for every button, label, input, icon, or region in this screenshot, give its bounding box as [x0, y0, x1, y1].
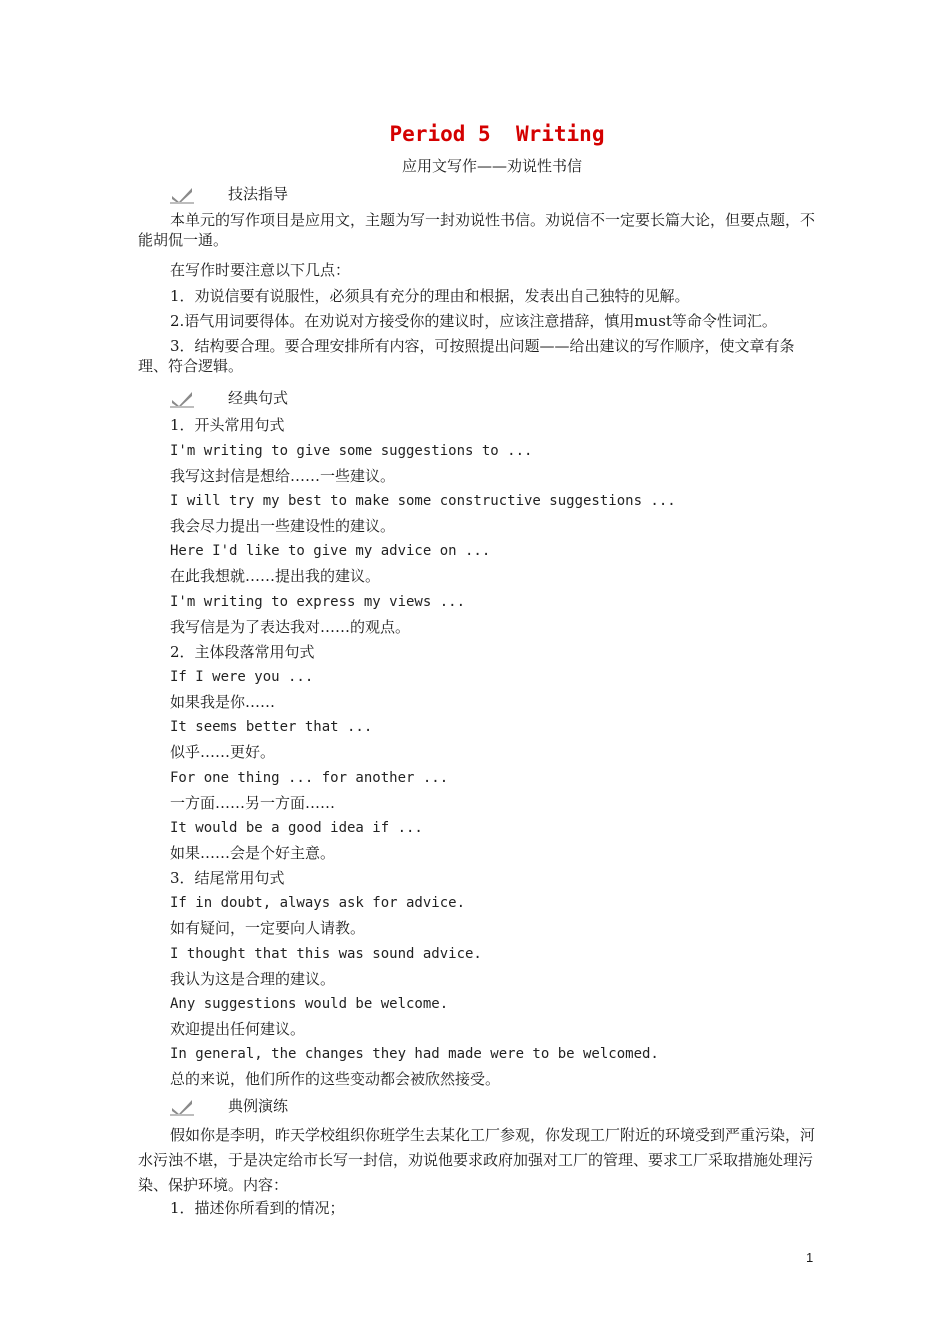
- section-heading-label: 技法指导: [228, 185, 289, 203]
- sentence-zh: 似乎……更好。: [170, 743, 276, 761]
- checkmark-icon: [170, 389, 194, 409]
- section-heading-label: 经典句式: [228, 389, 289, 407]
- subheading-body: 2．主体段落常用句式: [170, 643, 315, 661]
- sentence-zh: 我认为这是合理的建议。: [170, 970, 336, 988]
- sentence-zh: 欢迎提出任何建议。: [170, 1020, 306, 1038]
- sentence-en: It seems better that ...: [170, 719, 373, 735]
- list-item: 2.语气用词要得体。在劝说对方接受你的建议时，应该注意措辞，慎用must等命令性词汇。: [170, 312, 777, 330]
- sentence-en: In general, the changes they had made were to be welcomed.: [170, 1046, 659, 1062]
- sentence-en: If in doubt, always ask for advice.: [170, 895, 466, 911]
- sentence-zh: 我会尽力提出一些建设性的建议。: [170, 517, 396, 535]
- checkmark-icon: [170, 185, 194, 205]
- section-heading-tips: [170, 182, 288, 206]
- list-item: 1．劝说信要有说服性，必须具有充分的理由和根据，发表出自己独特的见解。: [170, 287, 690, 305]
- sentence-zh: 如果……会是个好主意。: [170, 844, 336, 862]
- subheading-ending: 3．结尾常用句式: [170, 869, 285, 887]
- sentence-en: Here I'd like to give my advice on ...: [170, 543, 491, 559]
- sentence-en: I'm writing to give some suggestions to ...: [170, 443, 533, 459]
- sentence-zh: 我写这封信是想给……一些建议。: [170, 467, 396, 485]
- checkmark-icon: [170, 1097, 194, 1117]
- sentence-en: It would be a good idea if ...: [170, 820, 423, 836]
- sentence-zh: 如果我是你……: [170, 693, 276, 711]
- sentence-en: If I were you ...: [170, 669, 314, 685]
- sentence-en: I will try my best to make some constructive suggestions ...: [170, 493, 676, 509]
- sentence-en: I'm writing to express my views ...: [170, 594, 466, 610]
- sentence-en: I thought that this was sound advice.: [170, 946, 482, 962]
- paragraph: 假如你是李明，昨天学校组织你班学生去某化工厂参观，你发现工厂附近的环境受到严重污染，河水污浊不堪，于是决定给市长写一封信，劝说他要求政府加强对工厂的管理、要求工厂采取措施处理污染、保护环境。内容：: [138, 1126, 816, 1194]
- page-number: 1: [806, 1250, 814, 1265]
- sentence-zh: 一方面……另一方面……: [170, 794, 336, 812]
- sentence-zh: 如有疑问，一定要向人请教。: [170, 919, 366, 937]
- sentence-en: Any suggestions would be welcome.: [170, 996, 449, 1012]
- page-subtitle: 应用文写作——劝说性书信: [401, 157, 582, 175]
- section-heading-label: 典例演练: [228, 1097, 289, 1115]
- list-item: 1．描述你所看到的情况；: [170, 1199, 345, 1217]
- page-title: Period 5 Writing: [389, 122, 605, 146]
- subheading-opening: 1．开头常用句式: [170, 416, 285, 434]
- sentence-en: For one thing ... for another ...: [170, 770, 449, 786]
- section-heading-patterns: [170, 386, 288, 410]
- sentence-zh: 在此我想就……提出我的建议。: [170, 567, 381, 585]
- section-heading-example: [170, 1094, 288, 1118]
- sentence-zh: 总的来说，他们所作的这些变动都会被欣然接受。: [170, 1070, 501, 1088]
- paragraph: 在写作时要注意以下几点：: [170, 261, 351, 279]
- paragraph: 本单元的写作项目是应用文，主题为写一封劝说性书信。劝说信不一定要长篇大论，但要点题，不能胡侃一通。: [138, 211, 816, 249]
- list-item: 3．结构要合理。要合理安排所有内容，可按照提出问题——给出建议的写作顺序，使文章有条理、符合逻辑。: [138, 337, 795, 375]
- sentence-zh: 我写信是为了表达我对……的观点。: [170, 618, 411, 636]
